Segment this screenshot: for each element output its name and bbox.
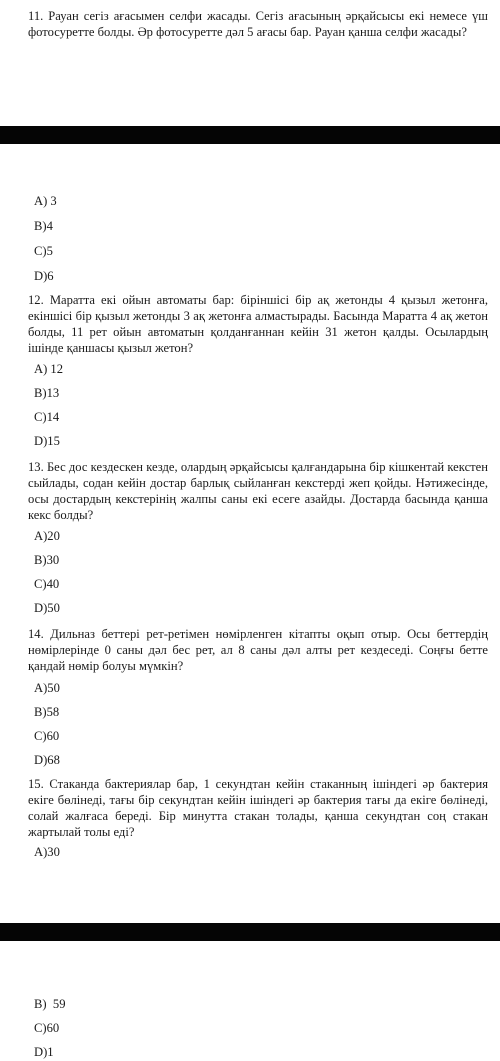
question-15-option-b: B) 59	[34, 997, 66, 1011]
question-13-option-a: A)20	[34, 529, 60, 543]
question-13-option-c: C)40	[34, 577, 60, 591]
question-11-option-c: C)5	[34, 244, 53, 258]
question-15-option-a: A)30	[34, 845, 60, 859]
question-15-text: 15. Стаканда бактериялар бар, 1 секундтан кейін стаканның ішіндегі әр бактерия екіге бөлінеді, тағы бір секундтан кейін ішіндегі әр бактерия тағы да екіге бөлінеді, солай жалғаса береді. Бір минутта стакан толады, қанша секундтан соң стакан жартылай толы еді?	[28, 777, 488, 839]
question-12-option-a: A) 12	[34, 362, 64, 376]
question-13-option-d: D)50	[34, 601, 60, 615]
question-14-text: 14. Дильназ беттері рет-ретімен нөмірленген кітапты оқып отыр. Осы беттердің нөмірлерінде 0 саны дәл бес рет, ал 8 саны дәл алты рет кездеседі. Соңғы бетте қандай нөмір болуы мүмкін?	[28, 627, 488, 673]
question-13-text: 13. Бес дос кездескен кезде, олардың әрқайсысы қалғандарына бір кішкентай кекстен сыйлады, содан кейін достар барлық сыйланған кекстерді жеп қойды. Нәтижесінде, осы достардың кекстерінің жалпы саны екі есеге азайды. Достарда басында қанша кекс болды?	[28, 460, 488, 522]
question-14-option-b: B)58	[34, 705, 60, 719]
question-11-option-a: A) 3	[34, 194, 57, 208]
question-12-option-c: C)14	[34, 410, 60, 424]
question-14-option-c: C)60	[34, 729, 60, 743]
question-11-text: 11. Рауан сегіз ағасымен селфи жасады. Сегіз ағасының әрқайсысы екі немесе үш фотосуретте болды. Әр фотосуретте дәл 5 ағасы бар. Рауан қанша селфи жасады?	[28, 9, 488, 39]
question-13-option-b: B)30	[34, 553, 60, 567]
black-divider-bar	[0, 126, 500, 144]
question-14-option-d: D)68	[34, 753, 60, 767]
question-12-option-d: D)15	[34, 434, 60, 448]
question-15-option-d: D)1	[34, 1045, 54, 1059]
question-12-option-b: B)13	[34, 386, 60, 400]
black-divider-bar	[0, 923, 500, 941]
question-11-option-b: B)4	[34, 219, 53, 233]
question-14-option-a: A)50	[34, 681, 60, 695]
question-15-option-c: C)60	[34, 1021, 60, 1035]
question-11-option-d: D)6	[34, 269, 54, 283]
question-12-text: 12. Маратта екі ойын автоматы бар: біріншісі бір ақ жетонды 4 қызыл жетонға, екіншісі бір қызыл жетонды 3 ақ жетонға алмастырады. Басында Маратта 4 ақ жетон болды, 11 рет ойын автоматын қолданғаннан кейін 31 жетон қалды. Осылардың ішінде қаншасы қызыл жетон?	[28, 293, 488, 355]
